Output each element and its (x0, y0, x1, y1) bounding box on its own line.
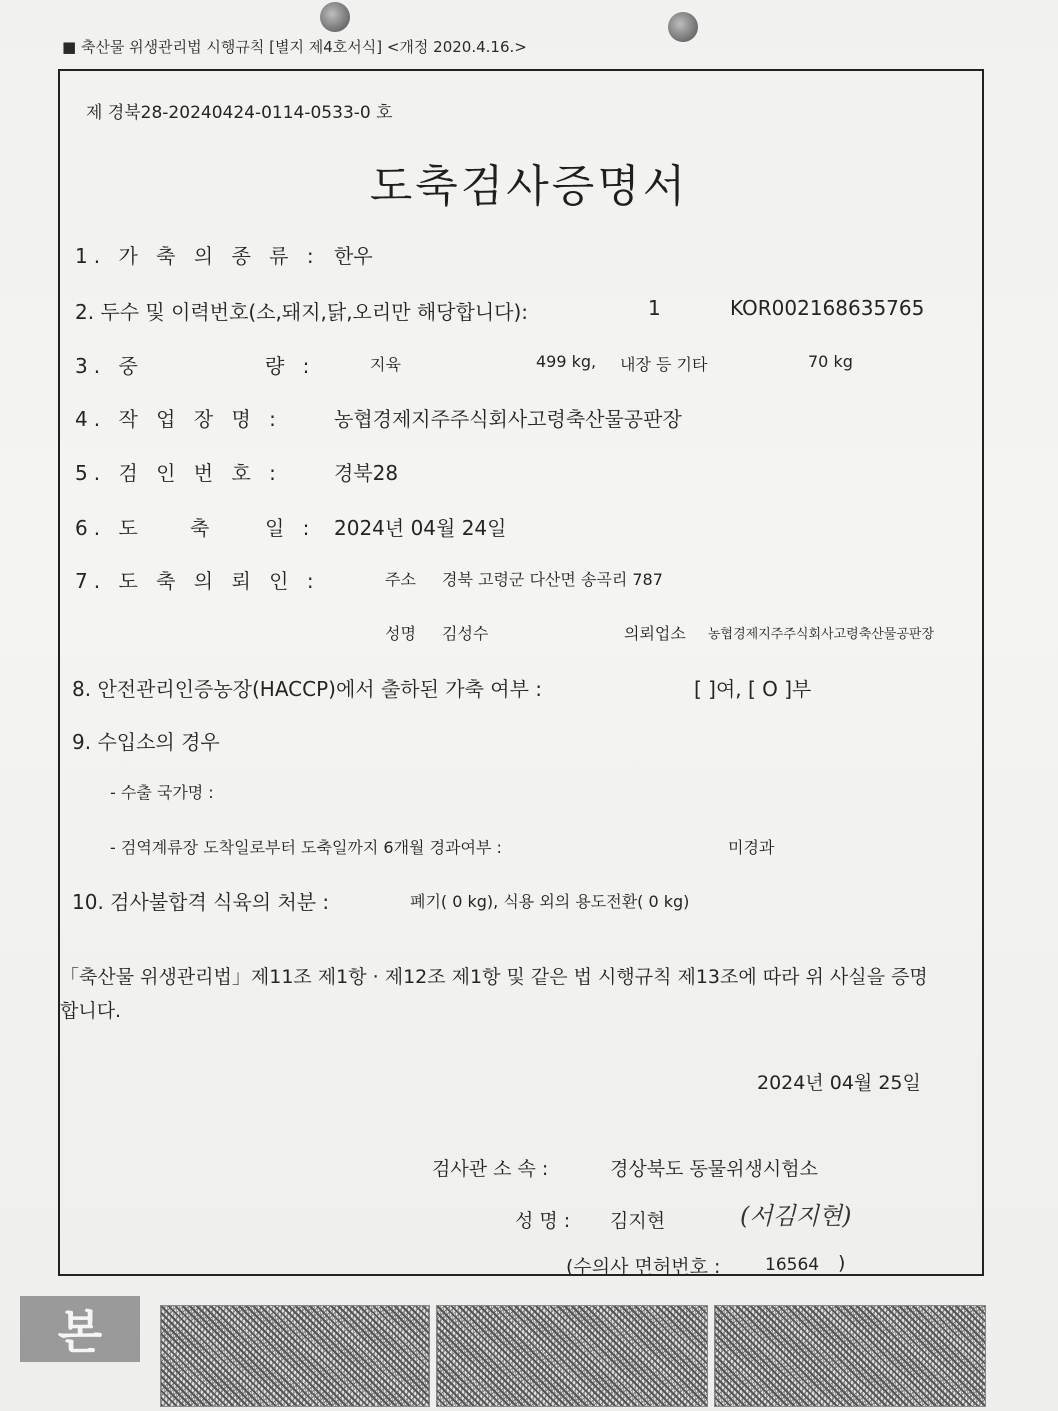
item1-value: 한우 (334, 244, 373, 268)
item7-address-value: 경북 고령군 다산면 송곡리 787 (442, 570, 663, 589)
barcode-1 (160, 1305, 430, 1407)
page-title: 도축검사증명서 (369, 161, 689, 212)
item3-carcass-value: 499 kg, (536, 352, 597, 371)
item2-trace-number: KOR002168635765 (730, 296, 925, 320)
item3-label-b: 량 : (265, 354, 316, 378)
item1-label: 1. 가 축 의 종 류 : (75, 244, 320, 268)
item4-label: 4. 작 업 장 명 : (75, 407, 282, 431)
item6-label-c: 일 : (265, 516, 316, 540)
stamp-text: 본 (57, 1305, 103, 1359)
item6-value: 2024년 04월 24일 (334, 516, 507, 540)
item3-label-a: 3. 중 (75, 354, 144, 378)
license-close: ) (838, 1252, 846, 1274)
certify-statement-line2: 합니다. (60, 1000, 122, 1022)
item7-business-value: 농협경제지주주식회사고령축산물공판장 (708, 627, 935, 642)
item9-export-country: - 수출 국가명 : (110, 783, 214, 802)
issue-date: 2024년 04월 25일 (757, 1072, 921, 1094)
inspector-name-value: 김지현 (610, 1210, 666, 1232)
item10-value: 폐기( 0 kg), 식용 외의 용도전환( 0 kg) (410, 892, 690, 911)
item8-label: 8. 안전관리인증농장(HACCP)에서 출하된 가축 여부 : (72, 677, 543, 701)
inspector-signature: (서김지현) (740, 1202, 852, 1230)
item7-label: 7. 도 축 의 뢰 인 : (75, 569, 320, 593)
barcode-3 (714, 1305, 986, 1407)
item7-address-label: 주소 (385, 570, 416, 589)
document-number: 제 경북28-20240424-0114-0533-0 호 (86, 103, 393, 123)
item10-label: 10. 검사불합격 식육의 처분 : (72, 890, 330, 914)
punch-hole-left (320, 2, 350, 32)
item2-label: 2. 두수 및 이력번호(소,돼지,닭,오리만 해당합니다): (75, 300, 529, 324)
item9-label: 9. 수입소의 경우 (72, 730, 220, 754)
item3-offal-value: 70 kg (808, 352, 853, 371)
inspector-org-value: 경상북도 동물위생시험소 (610, 1158, 818, 1180)
punch-hole-right (668, 12, 698, 42)
item9-quarantine-label: - 검역계류장 도착일로부터 도축일까지 6개월 경과여부 : (110, 838, 502, 857)
item4-value: 농협경제지주주식회사고령축산물공판장 (334, 407, 682, 431)
item9-quarantine-value: 미경과 (728, 838, 775, 857)
barcode-2 (436, 1305, 708, 1407)
item5-label: 5. 검 인 번 호 : (75, 461, 282, 485)
inspector-name-label: 성 명 : (515, 1210, 571, 1232)
form-header: ■ 축산물 위생관리법 시행규칙 [별지 제4호서식] <개정 2020.4.16.> (62, 38, 527, 56)
item7-business-label: 의뢰업소 (624, 624, 686, 643)
item6-label-a: 6. 도 (75, 516, 144, 540)
certify-statement-line1: 「축산물 위생관리법」제11조 제1항 · 제12조 제1항 및 같은 법 시행규칙 제13조에 따라 위 사실을 증명 (60, 966, 928, 988)
item7-name-value: 김성수 (442, 624, 489, 643)
item2-count: 1 (648, 296, 661, 320)
item6-label-b: 축 (190, 516, 210, 540)
item5-value: 경북28 (334, 461, 399, 485)
original-stamp (20, 1296, 140, 1362)
license-number: 16564 (765, 1255, 820, 1275)
item3-offal-label: 내장 등 기타 (620, 355, 708, 374)
license-label: (수의사 면허번호 : (566, 1256, 721, 1278)
item8-value: [ ]여, [ O ]부 (694, 677, 812, 701)
item7-name-label: 성명 (385, 624, 416, 643)
item3-carcass-label: 지육 (370, 355, 401, 374)
inspector-org-label: 검사관 소 속 : (432, 1158, 549, 1180)
